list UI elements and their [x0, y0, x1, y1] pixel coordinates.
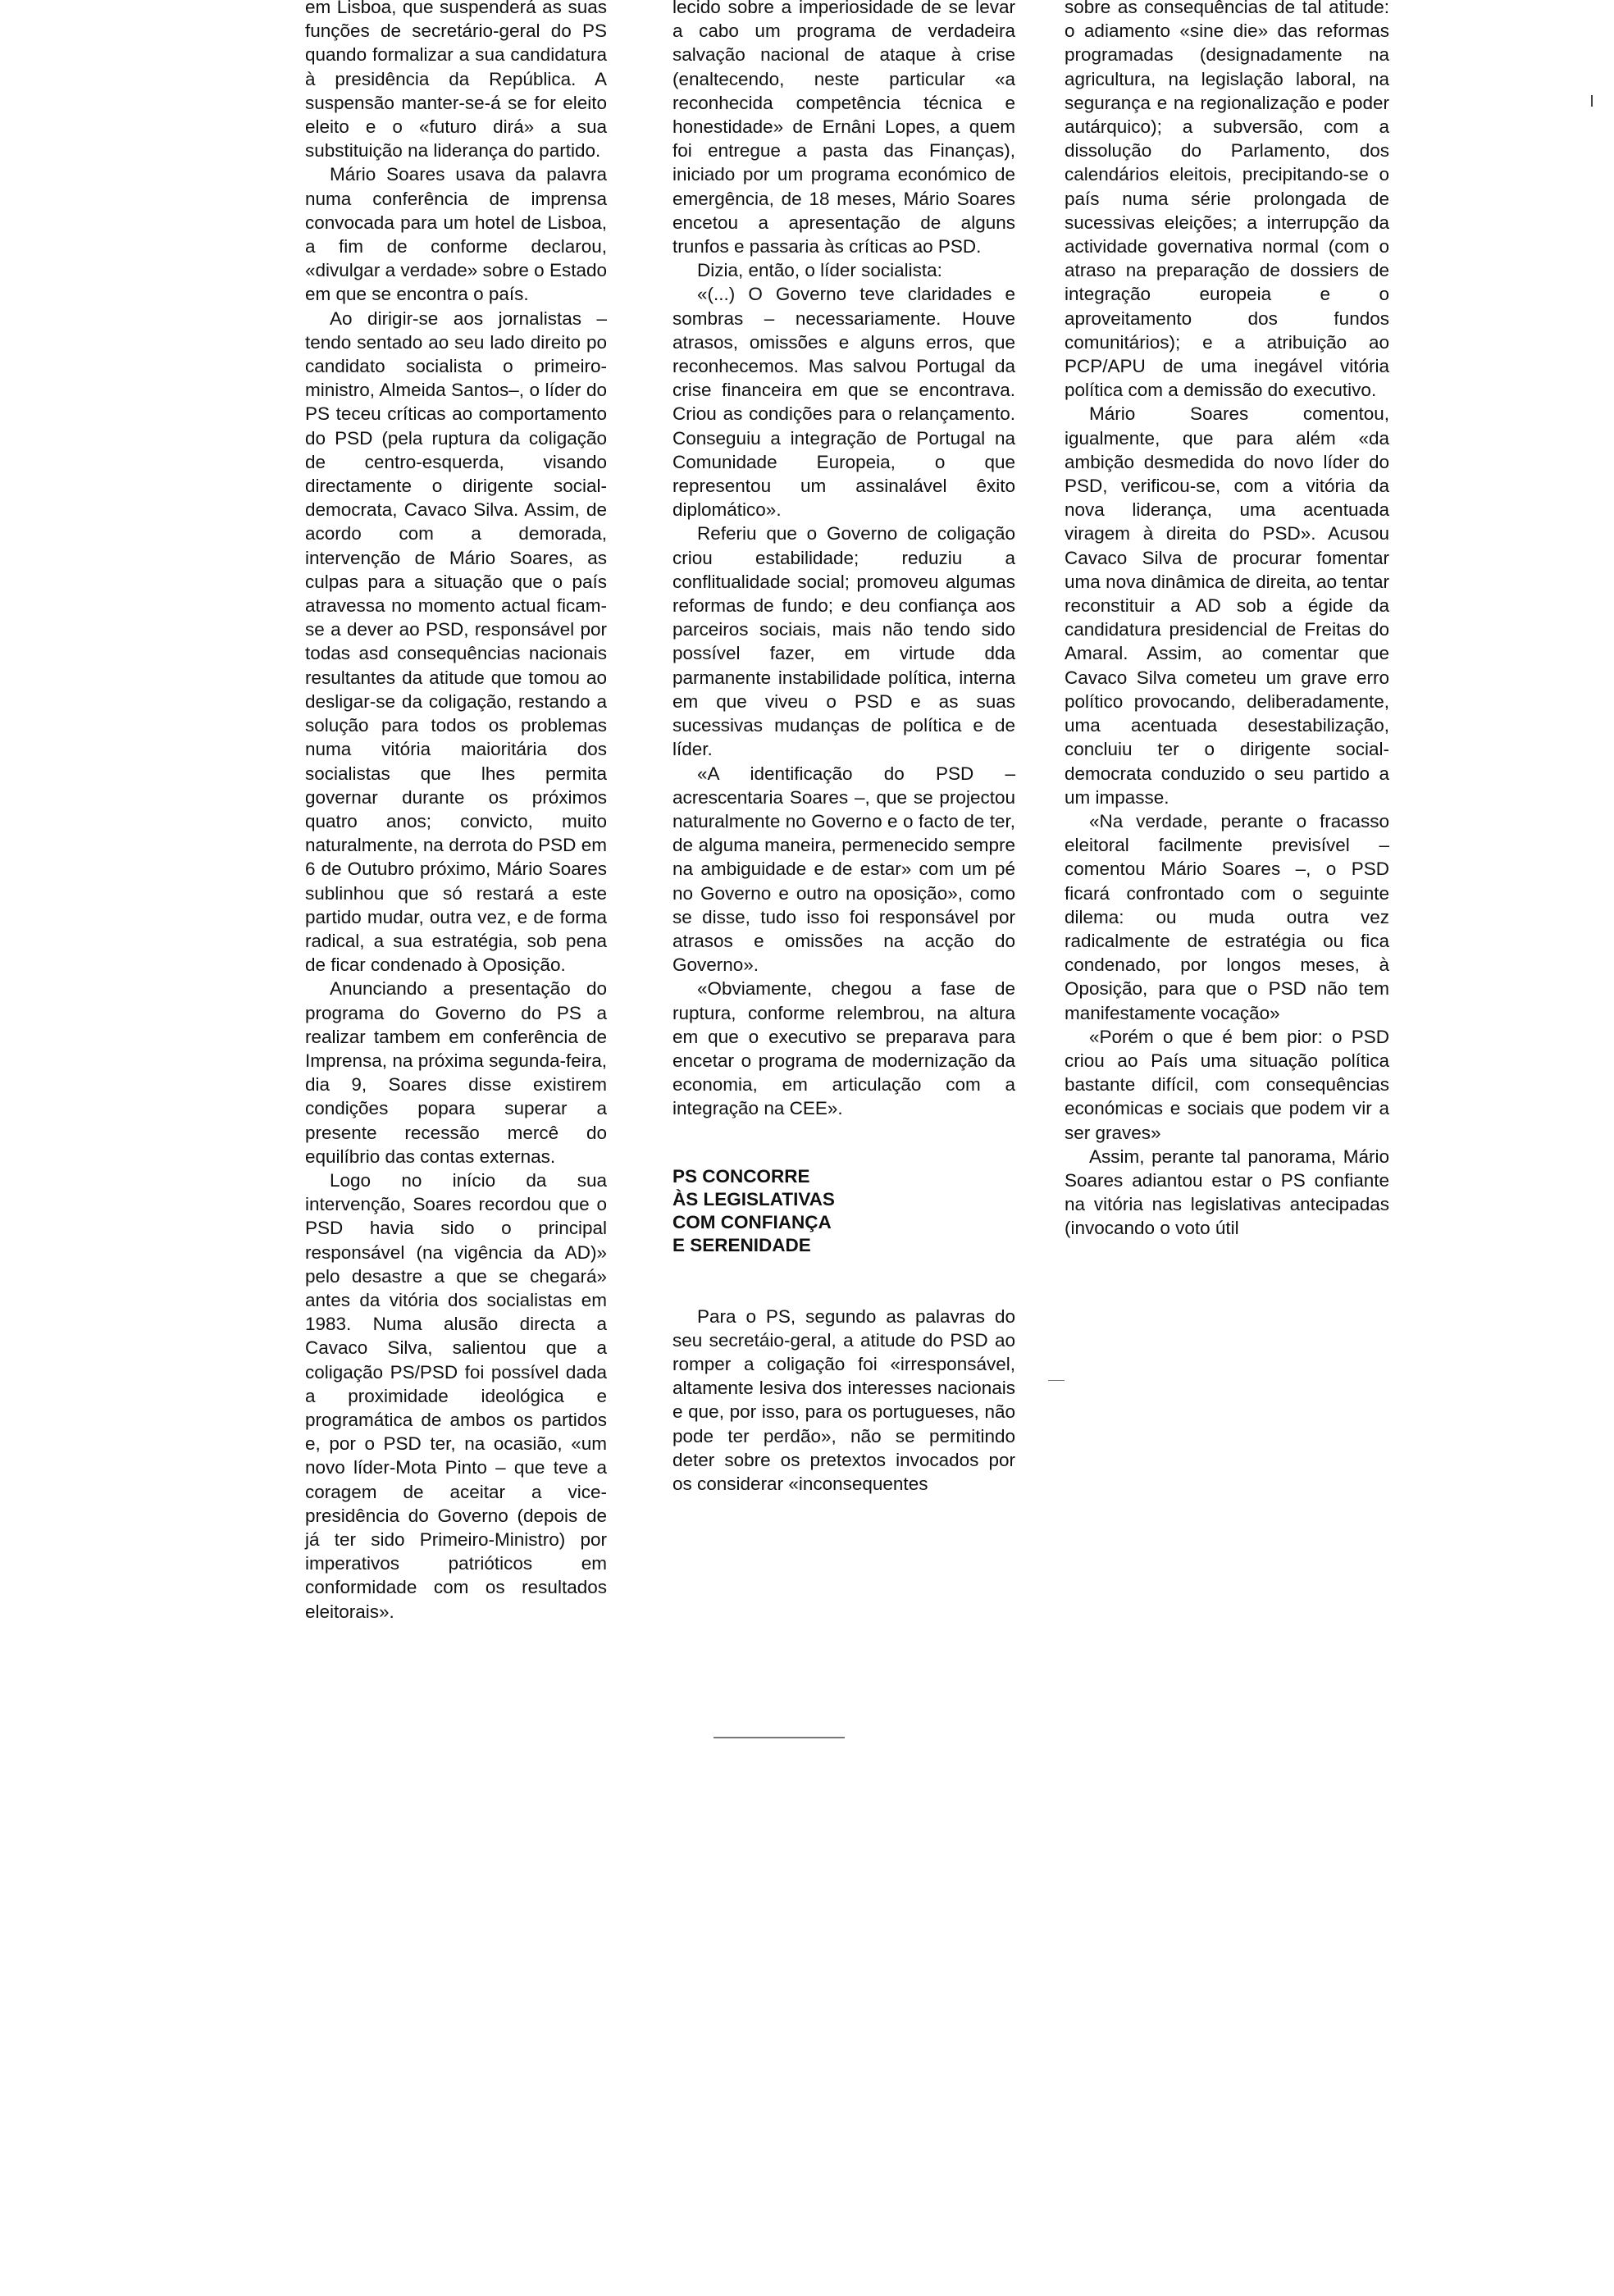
subheading-line: ÀS LEGISLATIVAS [672, 1188, 835, 1210]
paragraph: Mário Soares usava da palavra numa conferência de imprensa convocada para um hotel de Lisboa, a fim de conforme declarou, «divulgar a verdade» sobre o Estado em que se encontra o país. [305, 164, 607, 305]
paragraph: Assim, perante tal panorama, Mário Soares adiantou estar o PS confiante na vitória nas legislativas antecipadas (invocando o voto útil [1065, 1146, 1389, 1239]
paragraph: «Porém o que é bem pior: o PSD criou ao País uma situação política bastante difícil, com consequências económicas e sociais que podem vir a ser graves» [1065, 1026, 1389, 1143]
paragraph: sobre as consequências de tal atitude: o adiamento «sine die» das reformas programadas (designadamente na agricultura, na legislação laboral, na segurança e na regionalização e poder autárquico); a subversão, com a dissolução do Parlamento, dos calendários eleitois, precipitando-se o país numa série prolongada de sucessivas eleições; a interrupção da actividade governativa normal (com o atraso na preparação de dossiers de integração europeia e o aproveitamento dos fundos comunitários); e a atribuição ao PCP/APU de uma inegável vitória política com a demissão do executivo. [1065, 0, 1389, 401]
paragraph: «Obviamente, chegou a fase de ruptura, conforme relembrou, na altura em que o executivo se preparava para encetar o programa de modernização da economia, em articulação com a integração na CEE». [672, 978, 1015, 1119]
column-end-rule [714, 1737, 845, 1738]
paragraph: lecido sobre a imperiosidade de se levar a cabo um programa de verdadeira salvação nacional de ataque à crise (enaltecendo, neste particular «a reconhecida competência técnica e honestidade» de Ernâni Lopes, a quem foi entregue a pasta das Finanças), iniciado por um programa económico de emergência, de 18 meses, Mário Soares encetou a apresentação de alguns trunfos e passaria às críticas ao PSD. [672, 0, 1015, 257]
paragraph: Ao dirigir-se aos jornalistas – tendo sentado ao seu lado direito po candidato socialista o primeiro-ministro, Almeida Santos–, o líder do PS teceu críticas ao comportamento do PSD (pela ruptura da coligação de centro-esquerda, visando directamente o dirigente social-democrata, Cavaco Silva. Assim, de acordo com a demorada, intervenção de Mário Soares, as culpas para a situação que o país atravessa no momento actual ficam-se a dever ao PSD, responsável por todas asd consequências nacionais resultantes da atitude que tomou ao desligar-se da coligação, restando a solução para todos os problemas numa vitória maioritária dos socialistas que lhes permita governar durante os próximos quatro anos; convicto, muito naturalmente, na derrota do PSD em 6 de Outubro próximo, Mário Soares sublinhou que só restará a este partido mudar, outra vez, e de forma radical, a sua estratégia, sob pena de ficar condenado à Oposição. [305, 308, 607, 976]
paragraph: Dizia, então, o líder socialista: [697, 260, 942, 281]
article-column-3 [1065, 0, 1389, 1241]
section-subheading [672, 1165, 1015, 1257]
paragraph: Logo no início da sua intervenção, Soares recordou que o PSD havia sido o principal responsável (na vigência da AD)» pelo desastre a que se chegará» antes da vitória dos socialistas em 1983. Numa alusão directa a Cavaco Silva, salientou que a coligação PS/PSD foi possível dada a proximidade ideológica e programática de ambos os partidos e, por o PSD ter, na ocasião, «um novo líder-Mota Pinto – que teve a coragem de aceitar a vice-presidência do Governo (depois de já ter sido Primeiro-Ministro) por imperativos patrióticos em conformidade com os resultados eleitorais». [305, 1169, 607, 1622]
subheading-line: PS CONCORRE [672, 1165, 810, 1187]
article-column-1 [305, 0, 607, 1624]
subheading-line: E SERENIDADE [672, 1234, 811, 1255]
paragraph: «A identificação do PSD – acrescentaria Soares –, que se projectou naturalmente no Governo e o facto de ter, de alguma maneira, permenecido sempre na ambiguidade e de estar» com um pé no Governo e outro na oposição», como se disse, tudo isso foi responsável por atrasos e omissões na acção do Governo». [672, 763, 1015, 976]
paragraph: Para o PS, segundo as palavras do seu secretáio-geral, a atitude do PSD ao romper a coligação foi «irresponsável, altamente lesiva dos interesses nacionais e que, por isso, para os portugueses, não pode ter perdão», não se permitindo deter sobre os pretextos invocados por os considerar «inconsequentes [672, 1305, 1015, 1494]
paragraph: Mário Soares comentou, igualmente, que para além «da ambição desmedida do novo líder do PSD, verificou-se, com a vitória da nova liderança, uma acentuada viragem à direita do PSD». Acusou Cavaco Silva de procurar fomentar uma nova dinâmica de direita, ao tentar reconstituir a AD sob a égide da candidatura presidencial de Freitas do Amaral. Assim, ao comentar que Cavaco Silva cometeu um grave erro político provocando, deliberadamente, uma acentuada desestabilização, concluiu ter o dirigente social-democrata conduzido o seu partido a um impasse. [1065, 403, 1389, 808]
paragraph: «Na verdade, perante o fracasso eleitoral facilmente previsível – comentou Mário Soares –, o PSD ficará confrontado com o seguinte dilema: ou muda outra vez radicalmente de estratégia ou fica condenado, por longos meses, à Oposição, para que o PSD não tem manifestamente vocação» [1065, 810, 1389, 1023]
article-column-2 [672, 0, 1015, 1496]
margin-mark [1591, 95, 1593, 107]
subheading-line: COM CONFIANÇA [672, 1211, 832, 1232]
column-end-mark [1048, 1380, 1065, 1381]
paragraph: Anunciando a presentação do programa do Governo do PS a realizar tambem em conferência de Imprensa, na próxima segunda-feira, dia 9, Soares disse existirem condições popara superar a presente recessão mercê do equilíbrio das contas externas. [305, 978, 607, 1167]
paragraph: em Lisboa, que suspenderá as suas funções de secretário-geral do PS quando formalizar a sua candidatura à presidência da República. A suspensão manter-se-á se for eleito eleito e o «futuro dirá» a sua substituição na liderança do partido. [305, 0, 607, 162]
paragraph: «(...) O Governo teve claridades e sombras – necessariamente. Houve atrasos, omissões e alguns erros, que reconhecemos. Mas salvou Portugal da crise financeira em que se encontrava. Criou as condições para o relançamento. Conseguiu a integração de Portugal na Comunidade Europeia, o que representou um assinalável êxito diplomático». [672, 284, 1015, 521]
paragraph: Referiu que o Governo de coligação criou estabilidade; reduziu a conflitualidade social; promoveu algumas reformas de fundo; e deu confiança aos parceiros sociais, mais não tendo sido possível fazer, em virtude dda parmanente instabilidade política, interna em que viveu o PSD e as suas sucessivas mudanças de política e de líder. [672, 523, 1015, 760]
